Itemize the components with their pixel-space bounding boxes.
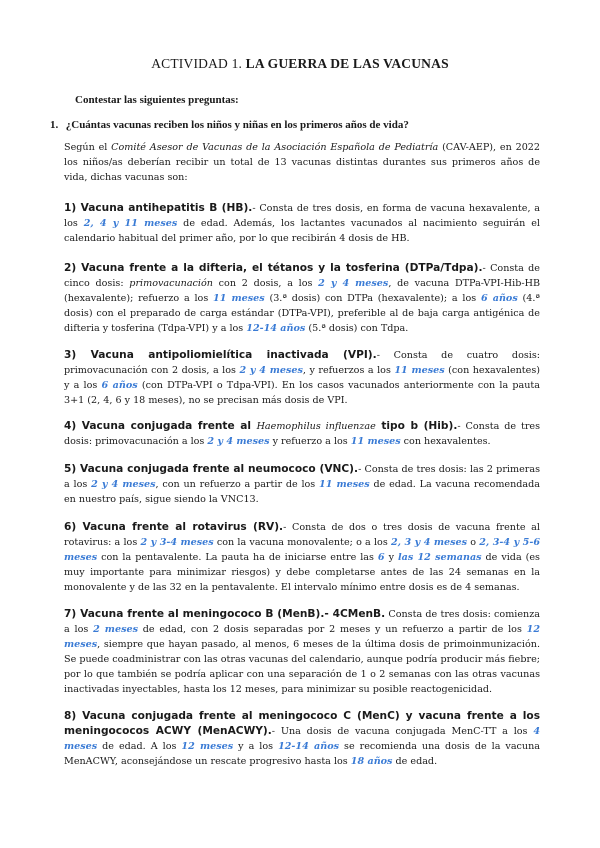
answer-intro: Según el Comité Asesor de Vacunas de la Asociación Española de Pediatría (CAV-AEP), en 2022 los niños/as deberían recibir un total de 13 vacunas distintas durantes sus primeros años de vida, dichas vacunas son:: [64, 142, 540, 183]
vaccine-8-heading: 8) Vacuna conjugada frente al meningococo C (MenC) y vacuna frente a los meningococos ACWY (MenACWY).: [64, 710, 540, 737]
vaccine-6: 6) Vacuna frente al rotavirus (RV).- Consta de dos o tres dosis de vacuna frente al rotavirus: a los 2 y 3-4 meses con la vacuna monovalente; o a los 2, 3 y 4 meses o 2, 3-4 y 5-6 meses con la pentavalente. La pauta ha de iniciarse entre las 6 y las 12 semanas de vida (es muy importante para minimizar riesgos) y debe completarse antes de las 24 semanas en la monovalente y de las 32 en la pentavalente. El intervalo mínimo entre dosis es de 4 semanas.: [64, 521, 540, 593]
vaccine-2-heading: 2) Vacuna frente a la difteria, el tétanos y la tosferina (DTPa/Tdpa).: [64, 262, 483, 274]
vaccine-5: 5) Vacuna conjugada frente al neumococo (VNC).- Consta de tres dosis: las 2 primeras a los 2 y 4 meses, con un refuerzo a partir de los 11 meses de edad. La vacuna recomendada en nuestro país, sigue siendo la VNC13.: [64, 463, 541, 505]
vaccine-2: 2) Vacuna frente a la difteria, el tétanos y la tosferina (DTPa/Tdpa).- Consta de cinco dosis: primovacunación con 2 dosis, a los 2 y 4 meses, de vacuna DTPa-VPI-Hib-HB (hexavalente); refuerzo a los 11 meses (3.ª dosis) con DTPa (hexavalente); a los 6 años (4.ª dosis) con el preparado de carga estándar (DTPa-VPI), preferible al de baja carga antigénica de difteria y tosferina (Tdpa-VPI) y a los 12-14 años (5.ª dosis) con Tdpa.: [64, 262, 540, 334]
vaccine-4-heading: 4) Vacuna conjugada frente al Haemophilus influenzae tipo b (Hib).: [64, 420, 458, 432]
vaccine-6-heading: 6) Vacuna frente al rotavirus (RV).: [64, 521, 284, 533]
vaccine-3: 3) Vacuna antipoliomielítica inactivada (VPI).- Consta de cuatro dosis: primovacunación con 2 dosis, a los 2 y 4 meses, y refuerzos a los 11 meses (con hexavalentes) y a los 6 años (con DTPa-VPI o Tdpa-VPI). En los casos vacunados anteriormente con la pauta 3+1 (2, 4, 6 y 18 meses), no se precisan más dosis de VPI.: [64, 349, 541, 406]
vaccine-8: 8) Vacuna conjugada frente al meningococo C (MenC) y vacuna frente a los meningococos ACWY (MenACWY).- Una dosis de vacuna conjugada MenC-TT a los 4 meses de edad. A los 12 meses y a los 12-14 años se recomienda una dosis de la vacuna MenACWY, aconsejándose un rescate progresivo hasta los 18 años de edad.: [64, 710, 541, 767]
vaccine-1-heading: 1) Vacuna antihepatitis B (HB).: [64, 202, 253, 214]
question-1: [50, 119, 409, 131]
page-title: ACTIVIDAD 1. LA GUERRA DE LAS VACUNAS: [151, 56, 449, 71]
question-text: ¿Cuántas vacunas reciben los niños y niñas en los primeros años de vida?: [65, 119, 409, 131]
instructions-heading: Contestar las siguientes preguntas:: [75, 94, 239, 106]
question-number: 1.: [50, 119, 59, 131]
vaccine-3-heading: 3) Vacuna antipoliomielítica inactivada (VPI).: [64, 349, 377, 361]
vaccine-7: 7) Vacuna frente al meningococo B (MenB).- 4CMenB. Consta de tres dosis: comienza a los 2 meses de edad, con 2 dosis separadas por 2 meses y un refuerzo a partir de los 12 meses, siempre que hayan pasado, al menos, 6 meses de la última dosis de primoinmunización. Se puede coadministrar con las otras vacunas del calendario, aunque podría producir más fiebre; por lo que también se podría aplicar con una separación de 1 o 2 semanas con las otras vacunas inactivadas inyectables, hasta los 12 meses, para minimizar su posible reactogenicidad.: [64, 608, 541, 695]
vaccine-5-heading: 5) Vacuna conjugada frente al neumococo (VNC).: [64, 463, 359, 475]
vaccine-4: 4) Vacuna conjugada frente al Haemophilus influenzae tipo b (Hib).- Consta de tres dosis: primovacunación a los 2 y 4 meses y refuerzo a los 11 meses con hexavalentes.: [64, 420, 541, 447]
vaccine-1: 1) Vacuna antihepatitis B (HB).- Consta de tres dosis, en forma de vacuna hexavalente, a los 2, 4 y 11 meses de edad. Además, los lactantes vacunados al nacimiento seguirán el calendario habitual del primer año, por lo que recibirán 4 dosis de HB.: [64, 202, 541, 244]
vaccine-7-heading: 7) Vacuna frente al meningococo B (MenB).- 4CMenB.: [64, 608, 386, 620]
